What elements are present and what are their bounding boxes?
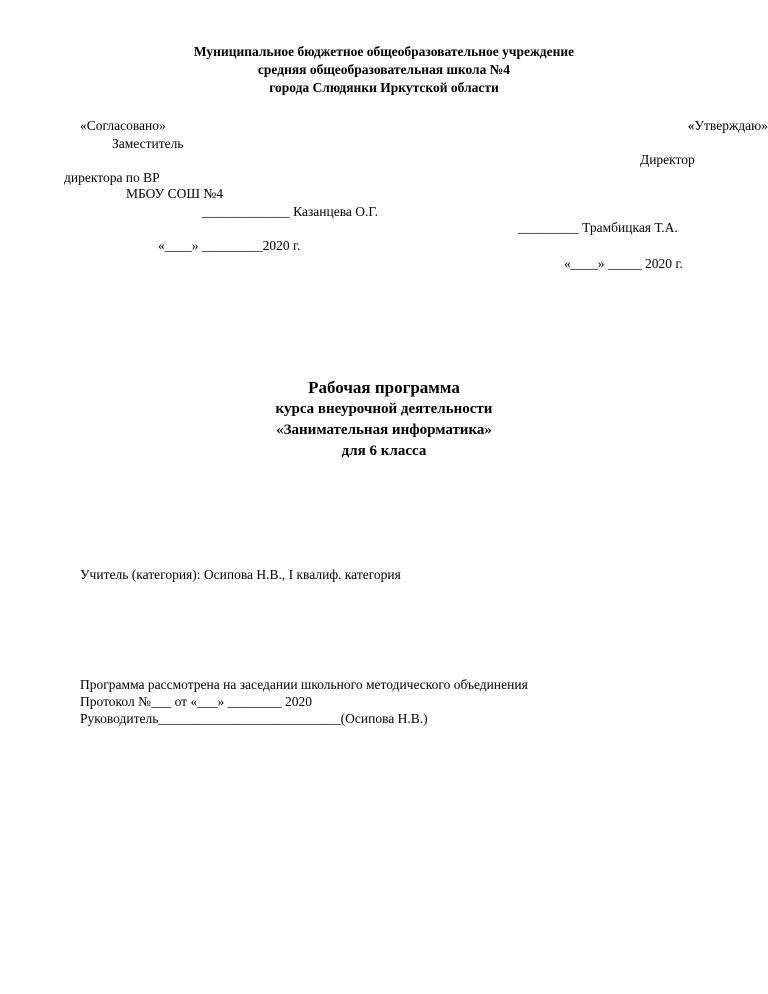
review-head: Руководитель___________________________(Осипова Н.В.) (80, 711, 428, 726)
header-line-2: средняя общеобразовательная школа №4 (257, 62, 511, 77)
approval-left-position-2: директора по ВР (64, 170, 160, 185)
review-line-1: Программа рассмотрена на заседании школьного методического объединения (80, 677, 528, 692)
approval-left-position-1: Заместитель (112, 136, 184, 151)
approval-left-signature: _____________ Казанцева О.Г. (202, 204, 379, 219)
document-subtitle-3: для 6 класса (341, 443, 427, 459)
document-title: Рабочая программа (308, 378, 460, 397)
approval-right-label: «Утверждаю» (687, 118, 768, 133)
document-subtitle-2: «Занимательная информатика» (276, 422, 492, 438)
approval-right-position: Директор (640, 152, 695, 167)
approval-left-org: МБОУ СОШ №4 (126, 186, 223, 201)
header-line-3: города Слюдянки Иркутской области (269, 80, 499, 95)
approval-right-signature: _________ Трамбицкая Т.А. (518, 220, 678, 235)
approval-right-date: «____» _____ 2020 г. (564, 256, 683, 271)
approval-left-date: «____» _________2020 г. (158, 238, 301, 253)
header-line-1: Муниципальное бюджетное общеобразовательное учреждение (193, 44, 575, 59)
approval-left-label: «Согласовано» (80, 118, 166, 133)
teacher-info: Учитель (категория): Осипова Н.В., I квалиф. категория (80, 567, 401, 582)
review-protocol: Протокол №___ от «___» ________ 2020 (80, 694, 312, 709)
document-subtitle-1: курса внеурочной деятельности (275, 401, 493, 417)
